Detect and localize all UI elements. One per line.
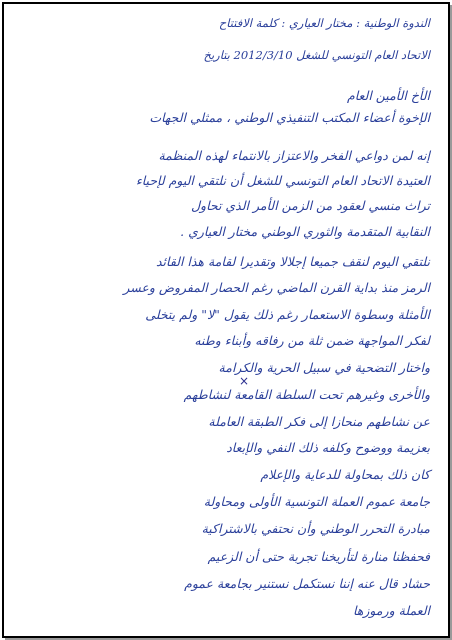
body-line: حشاد قال عنه إننا نستكمل نستنير بجامعة عموم — [184, 576, 430, 591]
body-line: لفكر المواجهة ضمن ثلة من رفاقه وأبناء وطنه — [194, 333, 430, 348]
body-line: والأخرى وغيرهم تحت السلطة القامعة لنشاطهم — [183, 387, 430, 402]
header-line: الندوة الوطنية : مختار العياري : كلمة الافتتاح — [218, 16, 430, 30]
body-line: العملة ورموزها — [352, 603, 430, 618]
handwritten-letter-page — [10, 10, 440, 630]
body-line: الأمثلة وسطوة الاستعمار رغم ذلك يقول "لا" ولم يتخلى — [145, 307, 430, 322]
body-line: كان ذلك بمحاولة للدعاية والإعلام — [260, 467, 430, 482]
greeting-line: الأخ الأمين العام — [346, 88, 430, 103]
body-line: عن نشاطهم منحازا إلى فكر الطبقة العاملة — [208, 414, 430, 429]
body-line: نلتقي اليوم لنقف جميعا إجلالا وتقديرا لقامة هذا القائد — [155, 254, 430, 269]
body-line: إنه لمن دواعي الفخر والاعتزاز بالانتماء لهذه المنظمة — [158, 148, 430, 163]
header-line: الاتحاد العام التونسي للشغل 2012/3/10 بتاريخ — [203, 48, 430, 62]
body-line: العتيدة الاتحاد العام التونسي للشغل أن نلتقي اليوم لإحياء — [135, 173, 430, 188]
body-line: واختار التضحية في سبيل الحرية والكرامة — [218, 360, 430, 375]
body-line: فحفظنا منارة لتأريخنا تجربة حتى أن الزعيم — [207, 549, 430, 564]
greeting-line: الإخوة أعضاء المكتب التنفيذي الوطني ، ممثلي الجهات — [149, 110, 430, 125]
document-frame — [2, 2, 450, 638]
body-line: الرمز منذ بداية القرن الماضي رغم الحصار المفروض وعسر — [123, 280, 430, 295]
body-line: النقابية المتقدمة والثوري الوطني مختار العياري . — [180, 224, 430, 239]
body-line: تراث منسي لعقود من الزمن الأمر الذي تحاول — [190, 198, 430, 213]
body-line: جامعة عموم العملة التونسية الأولى ومحاولة — [203, 494, 430, 509]
body-line: بعزيمة ووضوح وكلفه ذلك النفي والإبعاد — [226, 440, 430, 455]
body-line: مبادرة التحرر الوطني وأن نحتفي بالاشتراكية — [201, 521, 430, 536]
margin-cross-mark: × — [239, 374, 250, 388]
